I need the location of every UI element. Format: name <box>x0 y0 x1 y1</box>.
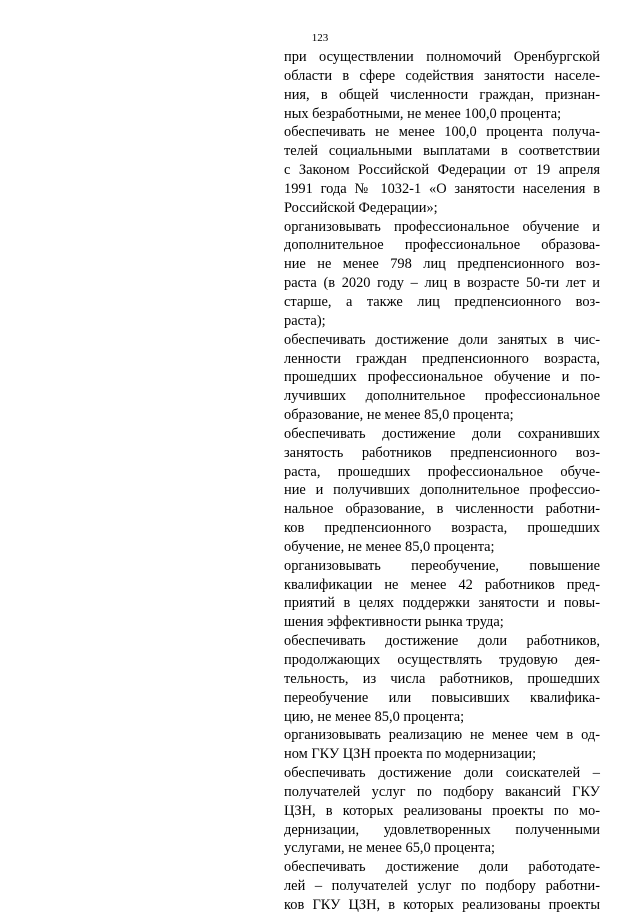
text-line: обеспечивать достижение доли работников, <box>284 633 600 650</box>
text-line: старше, а также лиц предпенсионного воз- <box>284 293 600 310</box>
text-line: услугами, не менее 65,0 процента; <box>284 840 496 857</box>
text-line: телей социальными выплатами в соответствии <box>284 143 600 160</box>
text-line: продолжающих осуществлять трудовую дея- <box>284 652 600 668</box>
text-line: ние и получивших дополнительное профессио- <box>284 482 600 499</box>
text-line: тельность, из числа работников, прошедших <box>284 670 600 687</box>
text-line: области в сфере содействия занятости населе- <box>284 67 600 84</box>
text-line: лучивших дополнительное профессиональное <box>284 388 600 405</box>
text-line: образование, не менее 85,0 процента; <box>284 407 514 424</box>
text-line: 1991 года № 1032-1 «О занятости населения в <box>284 180 600 197</box>
text-line: раста (в 2020 году – лиц в возрасте 50-ти лет и <box>284 275 600 292</box>
text-line: обеспечивать достижение доли занятых в чис- <box>284 331 600 348</box>
text-line: цию, не менее 85,0 процента; <box>284 708 465 725</box>
text-line: получателей услуг по подбору вакансий ГКУ <box>284 783 600 800</box>
text-line: обеспечивать не менее 100,0 процента получа- <box>284 124 600 141</box>
page-number: 123 <box>311 32 329 44</box>
text-line: прошедших профессиональное обучение и по- <box>284 369 600 386</box>
text-line: шения эффективности рынка труда; <box>284 614 504 631</box>
text-line: с Законом Российской Федерации от 19 апреля <box>284 162 600 179</box>
text-line: нальное образование, в численности работни- <box>284 501 600 518</box>
text-line: ных безработными, не менее 100,0 процента; <box>284 105 562 122</box>
text-line: Российской Федерации»; <box>284 199 438 216</box>
document-body <box>284 48 600 915</box>
text-line: ние не менее 798 лиц предпенсионного воз- <box>284 256 600 273</box>
text-line: обучение, не менее 85,0 процента; <box>284 538 495 555</box>
text-line: квалификации не менее 42 работников пред- <box>284 576 600 593</box>
text-line: обеспечивать достижение доли соискателей – <box>284 765 600 782</box>
text-line: раста); <box>284 312 326 329</box>
text-line: обеспечивать достижение доли сохранивших <box>284 425 600 442</box>
text-line: обеспечивать достижение доли работодате- <box>284 859 600 876</box>
text-line: организовывать реализацию не менее чем в од- <box>284 727 600 744</box>
text-line: дернизации, удовлетворенных полученными <box>284 821 600 838</box>
text-line: ков ГКУ ЦЗН, в которых реализованы проекты <box>284 896 600 913</box>
text-line: организовывать переобучение, повышение <box>284 557 600 574</box>
text-line: ном ГКУ ЦЗН проекта по модернизации; <box>284 746 537 763</box>
text-line: раста, прошедших профессиональное обуче- <box>284 463 600 480</box>
text-line: приятий в целях поддержки занятости и повы- <box>284 595 600 612</box>
text-line: переобучение или повысивших квалифика- <box>284 689 600 706</box>
text-line: ков предпенсионного возраста, прошедших <box>284 520 600 537</box>
text-line: организовывать профессиональное обучение и <box>284 218 600 235</box>
text-line: занятость работников предпенсионного воз- <box>284 444 600 461</box>
text-line: ЦЗН, в которых реализованы проекты по мо- <box>284 802 600 819</box>
text-line: лей – получателей услуг по подбору работни- <box>284 878 600 895</box>
text-line: ленности граждан предпенсионного возраста, <box>284 350 600 367</box>
text-line: дополнительное профессиональное образова- <box>284 237 600 254</box>
text-line: при осуществлении полномочий Оренбургской <box>284 49 600 65</box>
text-line: ния, в общей численности граждан, признан- <box>284 86 600 103</box>
